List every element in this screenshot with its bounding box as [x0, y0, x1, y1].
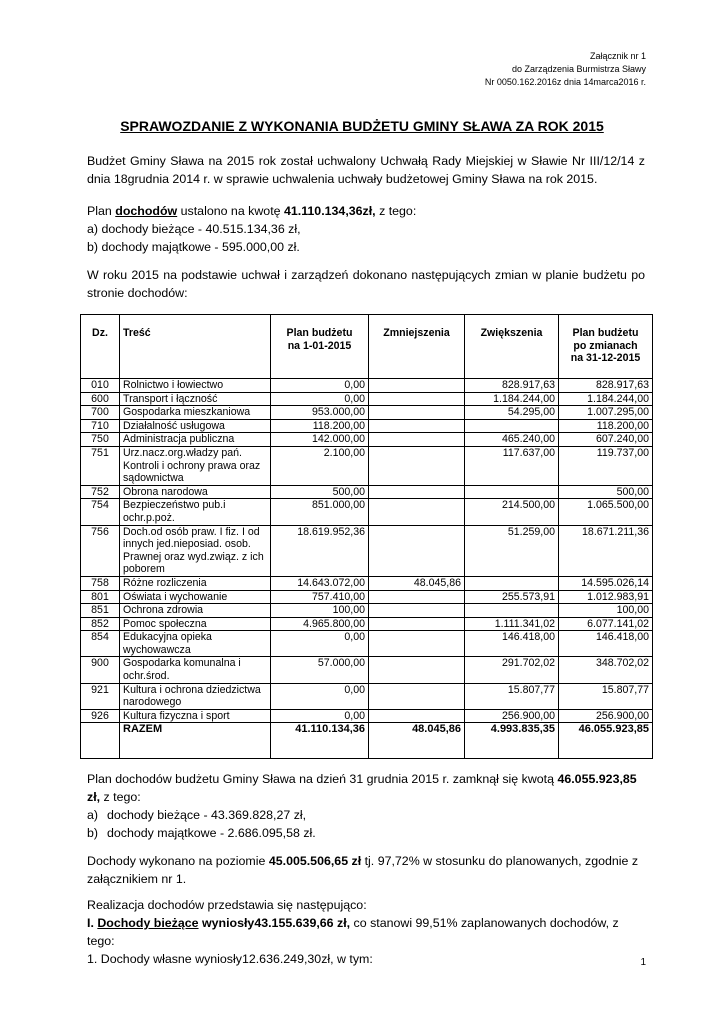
table-row	[81, 590, 653, 604]
cell-dz: 700	[81, 406, 120, 420]
cell-zmniejszenia	[369, 617, 465, 631]
closing-item-a	[87, 806, 645, 824]
cell-zmniejszenia	[369, 446, 465, 485]
cell-zmniejszenia	[369, 379, 465, 393]
cell-plan-po-zmianach: 1.012.983,91	[559, 590, 653, 604]
cell-plan: 0,00	[271, 379, 369, 393]
cell-zmniejszenia	[369, 709, 465, 723]
realization-section	[87, 914, 645, 950]
table-row	[81, 499, 653, 525]
total-label: RAZEM	[120, 723, 271, 759]
cell-zmniejszenia	[369, 604, 465, 618]
table-row	[81, 392, 653, 406]
cell-plan-po-zmianach: 1.007.295,00	[559, 406, 653, 420]
cell-plan: 500,00	[271, 485, 369, 499]
cell-dz: 751	[81, 446, 120, 485]
budget-changes-table	[80, 314, 653, 759]
closing-suffix: z tego:	[100, 790, 141, 804]
execution-suffix: tj. 97,72% w stosunku do planowanych, zgodnie z załącznikiem nr 1.	[87, 854, 639, 886]
plan-middle: ustalono na kwotę	[177, 204, 284, 218]
cell-zwiekszenia: 117.637,00	[465, 446, 559, 485]
cell-tresc: Doch.od osób praw. I fiz. I od innych jed.nieposiad. osob. Prawnej oraz wyd.związ. z ich poborem	[120, 525, 271, 576]
cell-dz: 750	[81, 433, 120, 447]
cell-dz: 921	[81, 683, 120, 709]
table-row	[81, 657, 653, 683]
cell-dz: 854	[81, 631, 120, 657]
cell-dz: 758	[81, 576, 120, 590]
header-po-line3: na 31-12-2015	[570, 352, 641, 365]
cell-zmniejszenia	[369, 485, 465, 499]
table-row	[81, 631, 653, 657]
closing-text: Plan dochodów budżetu Gminy Sława na dzień 31 grudnia 2015 r. zamknął się kwotą	[87, 772, 558, 786]
plan-keyword: dochodów	[115, 204, 178, 218]
cell-plan-po-zmianach: 607.240,00	[559, 433, 653, 447]
attachment-line-2: do Zarządzenia Burmistrza Sławy	[511, 64, 646, 74]
cell-plan-po-zmianach: 119.737,00	[559, 446, 653, 485]
cell-plan: 14.643.072,00	[271, 576, 369, 590]
plan-suffix: z tego:	[375, 204, 417, 218]
cell-dz: 752	[81, 485, 120, 499]
cell-zmniejszenia	[369, 392, 465, 406]
total-dz-cell	[81, 723, 120, 759]
section-amount: wyniosły43.155.639,66 zł,	[198, 916, 351, 930]
cell-tresc: Oświata i wychowanie	[120, 590, 271, 604]
cell-plan-po-zmianach: 15.807,77	[559, 683, 653, 709]
closing-paragraph	[87, 770, 645, 842]
total-plan-po-zmianach: 46.055.923,85	[559, 723, 653, 759]
cell-dz: 926	[81, 709, 120, 723]
header-dz: Dz.	[81, 315, 120, 379]
cell-zwiekszenia: 1.184.244,00	[465, 392, 559, 406]
cell-plan: 0,00	[271, 631, 369, 657]
section-title: Dochody bieżące	[97, 916, 199, 930]
cell-zmniejszenia	[369, 631, 465, 657]
cell-zwiekszenia	[465, 485, 559, 499]
cell-plan-po-zmianach: 118.200,00	[559, 419, 653, 433]
closing-line	[87, 770, 645, 806]
cell-zwiekszenia: 291.702,02	[465, 657, 559, 683]
cell-plan-po-zmianach: 1.184.244,00	[559, 392, 653, 406]
header-plan-line2: na 1-01-2015	[287, 339, 352, 352]
table-row	[81, 604, 653, 618]
cell-zmniejszenia	[369, 406, 465, 420]
cell-plan-po-zmianach: 500,00	[559, 485, 653, 499]
table-row	[81, 485, 653, 499]
total-zmniejszenia: 48.045,86	[369, 723, 465, 759]
table-row	[81, 406, 653, 420]
cell-plan-po-zmianach: 18.671.211,36	[559, 525, 653, 576]
closing-item-a-marker: a)	[87, 808, 99, 822]
cell-tresc: Kultura fizyczna i sport	[120, 709, 271, 723]
cell-zmniejszenia	[369, 657, 465, 683]
table-row	[81, 576, 653, 590]
cell-zmniejszenia	[369, 683, 465, 709]
closing-item-b	[87, 824, 645, 842]
header-po-line1: Plan budżetu	[572, 327, 639, 339]
cell-plan: 18.619.952,36	[271, 525, 369, 576]
cell-dz: 600	[81, 392, 120, 406]
cell-zmniejszenia	[369, 499, 465, 525]
execution-prefix: Dochody wykonano na poziomie	[87, 854, 269, 868]
section-rest: co stanowi 99,51% zaplanowanych dochodów, z tego:	[87, 916, 619, 948]
cell-plan: 142.000,00	[271, 433, 369, 447]
cell-plan: 2.100,00	[271, 446, 369, 485]
cell-tresc: Edukacyjna opieka wychowawcza	[120, 631, 271, 657]
cell-plan-po-zmianach: 1.065.500,00	[559, 499, 653, 525]
cell-zmniejszenia	[369, 433, 465, 447]
cell-zmniejszenia: 48.045,86	[369, 576, 465, 590]
table-row	[81, 379, 653, 393]
table-row	[81, 419, 653, 433]
cell-zwiekszenia: 1.111.341,02	[465, 617, 559, 631]
closing-item-b-marker: b)	[87, 826, 99, 840]
cell-zwiekszenia: 214.500,00	[465, 499, 559, 525]
plan-item-a: a) dochody bieżące - 40.515.134,36 zł,	[87, 222, 301, 236]
cell-plan: 757.410,00	[271, 590, 369, 604]
header-tresc: Treść	[120, 315, 271, 379]
cell-tresc: Rolnictwo i łowiectwo	[120, 379, 271, 393]
attachment-note	[485, 50, 646, 89]
cell-plan: 57.000,00	[271, 657, 369, 683]
plan-prefix: Plan	[87, 204, 116, 218]
execution-amount: 45.005.506,65 zł	[268, 854, 362, 868]
cell-tresc: Gospodarka komunalna i ochr.środ.	[120, 657, 271, 683]
plan-paragraph	[87, 202, 645, 256]
cell-tresc: Działalność usługowa	[120, 419, 271, 433]
header-plan-po-zmianach	[559, 315, 653, 379]
header-plan	[271, 315, 369, 379]
cell-zwiekszenia: 146.418,00	[465, 631, 559, 657]
cell-plan: 953.000,00	[271, 406, 369, 420]
cell-dz: 010	[81, 379, 120, 393]
cell-plan-po-zmianach: 100,00	[559, 604, 653, 618]
plan-item-b: b) dochody majątkowe - 595.000,00 zł.	[87, 240, 300, 254]
table-row	[81, 525, 653, 576]
cell-zwiekszenia: 54.295,00	[465, 406, 559, 420]
cell-zwiekszenia: 15.807,77	[465, 683, 559, 709]
cell-plan-po-zmianach: 348.702,02	[559, 657, 653, 683]
intro-paragraph: Budżet Gminy Sława na 2015 rok został uchwalony Uchwałą Rady Miejskiej w Sławie Nr III/12/14 z dnia 18grudnia 2014 r. w sprawie uchwalenia uchwały budżetowej Gminy Sława na rok 2015.	[87, 154, 645, 186]
closing-amount: 46.055.923,85 zł,	[87, 772, 637, 804]
cell-dz: 710	[81, 419, 120, 433]
changes-intro: W roku 2015 na podstawie uchwał i zarządzeń dokonano następujących zmian w planie budżetu po stronie dochodów:	[87, 268, 645, 300]
cell-tresc: Gospodarka mieszkaniowa	[120, 406, 271, 420]
cell-zwiekszenia	[465, 419, 559, 433]
table-row	[81, 433, 653, 447]
cell-zwiekszenia: 465.240,00	[465, 433, 559, 447]
cell-tresc: Transport i łączność	[120, 392, 271, 406]
realization-item-1: 1. Dochody własne wyniosły12.636.249,30zł, w tym:	[87, 952, 373, 966]
table-total-row	[81, 723, 653, 759]
cell-zwiekszenia: 51.259,00	[465, 525, 559, 576]
cell-tresc: Pomoc społeczna	[120, 617, 271, 631]
execution-paragraph	[87, 852, 645, 888]
cell-zmniejszenia	[369, 525, 465, 576]
cell-plan: 0,00	[271, 683, 369, 709]
cell-dz: 851	[81, 604, 120, 618]
header-zmniejszenia: Zmniejszenia	[369, 315, 465, 379]
total-plan: 41.110.134,36	[271, 723, 369, 759]
total-zwiekszenia: 4.993.835,35	[465, 723, 559, 759]
cell-plan-po-zmianach: 14.595.026,14	[559, 576, 653, 590]
cell-dz: 801	[81, 590, 120, 604]
cell-zwiekszenia	[465, 576, 559, 590]
cell-plan: 0,00	[271, 709, 369, 723]
plan-line	[87, 202, 645, 220]
cell-plan-po-zmianach: 828.917,63	[559, 379, 653, 393]
section-number: I.	[87, 916, 98, 930]
cell-tresc: Obrona narodowa	[120, 485, 271, 499]
cell-zwiekszenia: 255.573,91	[465, 590, 559, 604]
table-row	[81, 617, 653, 631]
cell-plan: 0,00	[271, 392, 369, 406]
table-row	[81, 446, 653, 485]
table-header-row	[81, 315, 653, 379]
table-row	[81, 683, 653, 709]
closing-item-a-text: dochody bieżące - 43.369.828,27 zł,	[107, 808, 307, 822]
realization-intro: Realizacja dochodów przedstawia się następująco:	[87, 898, 367, 912]
plan-amount: 41.110.134,36zł,	[283, 204, 376, 218]
cell-tresc: Urz.nacz.org.władzy pań. Kontroli i ochrony prawa oraz sądownictwa	[120, 446, 271, 485]
closing-item-b-text: dochody majątkowe - 2.686.095,58 zł.	[107, 826, 316, 840]
cell-zmniejszenia	[369, 590, 465, 604]
cell-dz: 754	[81, 499, 120, 525]
cell-tresc: Różne rozliczenia	[120, 576, 271, 590]
cell-dz: 852	[81, 617, 120, 631]
page-number: 1	[640, 957, 646, 968]
table-body	[81, 379, 653, 723]
cell-dz: 756	[81, 525, 120, 576]
cell-dz: 900	[81, 657, 120, 683]
cell-plan: 4.965.800,00	[271, 617, 369, 631]
cell-plan: 100,00	[271, 604, 369, 618]
attachment-line-3: Nr 0050.162.2016z dnia 14marca2016 r.	[484, 77, 646, 87]
cell-zwiekszenia	[465, 604, 559, 618]
cell-plan: 118.200,00	[271, 419, 369, 433]
header-po-line2: po zmianach	[573, 339, 638, 352]
cell-tresc: Bezpieczeństwo pub.i ochr.p.poż.	[120, 499, 271, 525]
cell-zmniejszenia	[369, 419, 465, 433]
report-title: SPRAWOZDANIE Z WYKONANIA BUDŻETU GMINY SŁAWA ZA ROK 2015	[120, 118, 604, 134]
header-plan-line1: Plan budżetu	[286, 327, 353, 339]
cell-plan-po-zmianach: 146.418,00	[559, 631, 653, 657]
cell-tresc: Kultura i ochrona dziedzictwa narodowego	[120, 683, 271, 709]
header-zwiekszenia: Zwiększenia	[465, 315, 559, 379]
cell-plan: 851.000,00	[271, 499, 369, 525]
cell-tresc: Ochrona zdrowia	[120, 604, 271, 618]
cell-zwiekszenia: 828.917,63	[465, 379, 559, 393]
cell-tresc: Administracja publiczna	[120, 433, 271, 447]
realization-paragraph	[87, 896, 645, 968]
cell-plan-po-zmianach: 256.900,00	[559, 709, 653, 723]
cell-plan-po-zmianach: 6.077.141,02	[559, 617, 653, 631]
attachment-line-1: Załącznik nr 1	[589, 51, 646, 61]
cell-zwiekszenia: 256.900,00	[465, 709, 559, 723]
table-row	[81, 709, 653, 723]
